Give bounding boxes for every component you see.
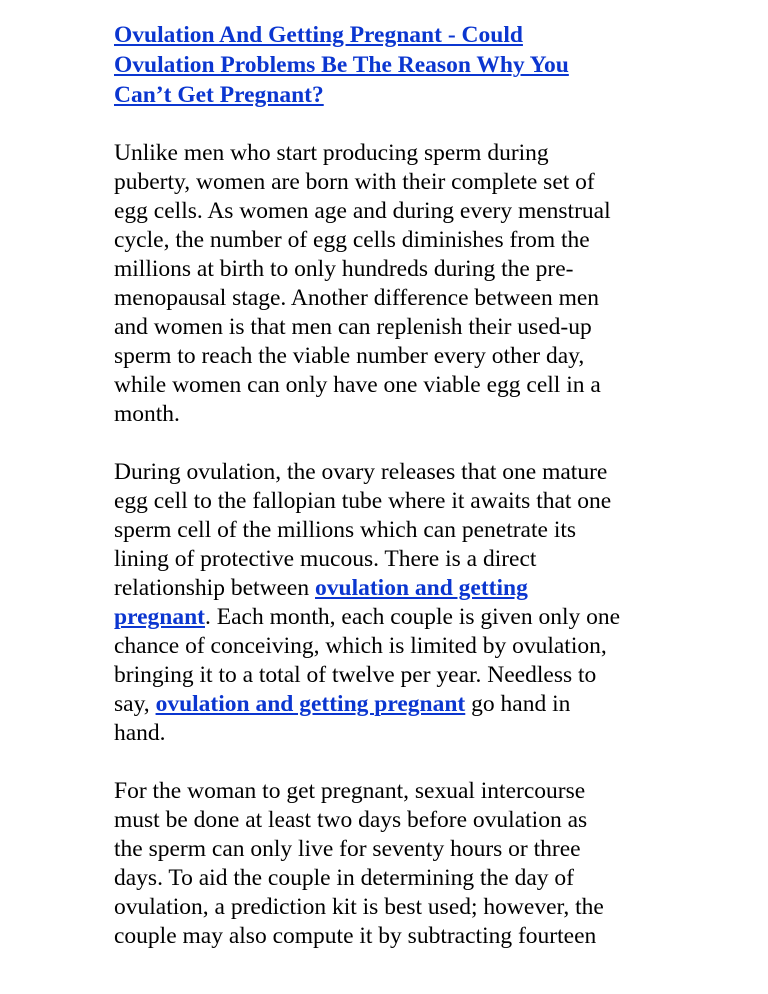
text-line: chance of conceiving, which is limited by ovulation, — [114, 633, 607, 659]
title-line: Ovulation And Getting Pregnant - Could — [114, 22, 523, 48]
text-line: and women is that men can replenish their used-up — [114, 314, 592, 340]
text-line: egg cell to the fallopian tube where it awaits that one — [114, 488, 612, 514]
text-line: sperm cell of the millions which can penetrate its — [114, 517, 577, 543]
document-page — [114, 20, 674, 951]
article-title — [114, 20, 674, 110]
title-line: Can’t Get Pregnant? — [114, 82, 324, 108]
text-line: For the woman to get pregnant, sexual intercourse — [114, 778, 586, 804]
text-line: couple may also compute it by subtracting fourteen — [114, 923, 597, 949]
text-fragment: relationship between — [114, 575, 315, 601]
text-line: days. To aid the couple in determining the day of — [114, 865, 574, 891]
title-line: Ovulation Problems Be The Reason Why You — [114, 52, 569, 78]
text-line: egg cells. As women age and during every menstrual — [114, 198, 611, 224]
text-line — [114, 574, 674, 632]
paragraph-1 — [114, 139, 674, 429]
text-line — [114, 690, 674, 719]
article-title-link[interactable] — [114, 20, 674, 110]
text-line: hand. — [114, 720, 166, 746]
link-text: ovulation and getting — [315, 575, 528, 601]
text-line: cycle, the number of egg cells diminishes from the — [114, 227, 590, 253]
text-line: lining of protective mucous. There is a direct — [114, 546, 537, 572]
text-line: bringing it to a total of twelve per year. Needless to — [114, 662, 597, 688]
text-fragment: . Each month, each couple is given only one — [204, 604, 621, 630]
text-line: the sperm can only live for seventy hours or three — [114, 836, 581, 862]
text-line: month. — [114, 401, 180, 427]
text-fragment: go hand in — [465, 691, 571, 717]
text-line: must be done at least two days before ovulation as — [114, 807, 588, 833]
link-text: pregnant — [114, 604, 205, 630]
text-line: sperm to reach the viable number every other day, — [114, 343, 585, 369]
text-line: menopausal stage. Another difference between men — [114, 285, 600, 311]
ovulation-link-2[interactable]: ovulation and getting pregnant — [155, 691, 466, 717]
text-fragment: say, — [114, 691, 156, 717]
text-line: During ovulation, the ovary releases that one mature — [114, 459, 608, 485]
paragraph-2 — [114, 458, 674, 748]
paragraph-3 — [114, 777, 674, 951]
text-line: while women can only have one viable egg cell in a — [114, 372, 601, 398]
text-line: millions at birth to only hundreds during the pre- — [114, 256, 574, 282]
text-line: ovulation, a prediction kit is best used; however, the — [114, 894, 604, 920]
text-line: Unlike men who start producing sperm during — [114, 140, 549, 166]
text-line: puberty, women are born with their complete set of — [114, 169, 595, 195]
